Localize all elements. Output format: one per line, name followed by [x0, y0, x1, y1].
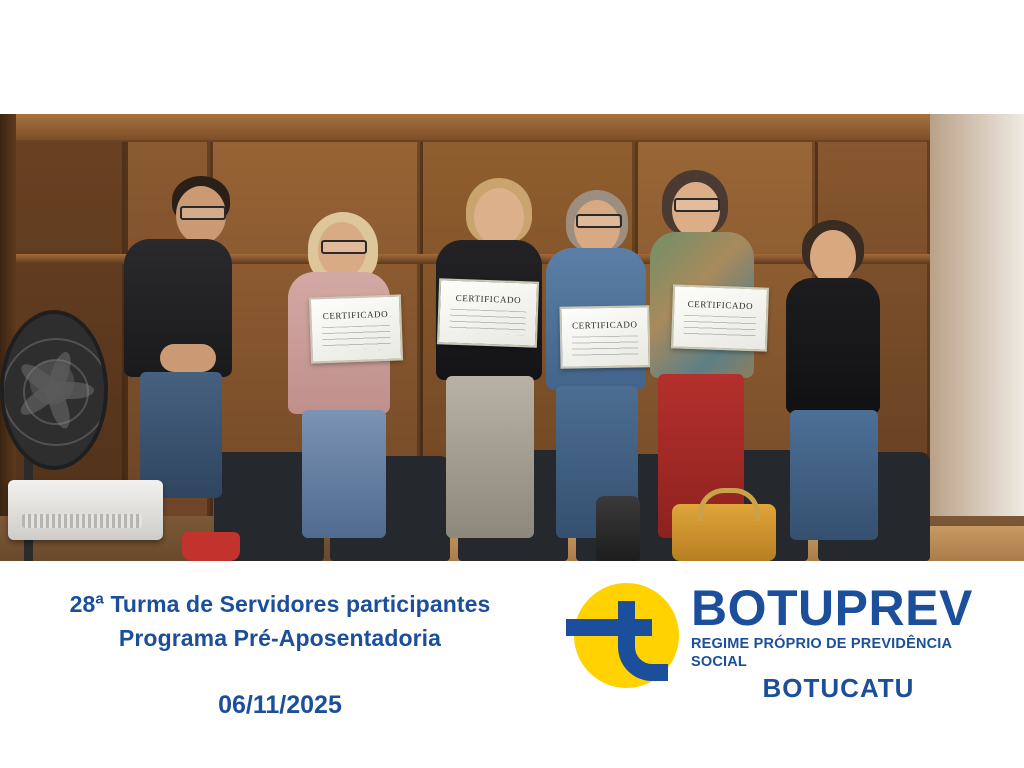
caption-area	[0, 561, 1024, 768]
projector	[8, 480, 163, 540]
group-photo	[0, 114, 1024, 561]
botuprev-logo	[566, 581, 986, 701]
caption-date: 06/11/2025	[218, 691, 342, 719]
certificate: CERTIFICADO	[559, 305, 650, 369]
fan-icon	[0, 310, 108, 470]
logo-name: BOTUPREV	[691, 580, 973, 636]
thermos-bottle	[596, 496, 640, 561]
logo-city: BOTUCATU	[762, 673, 915, 703]
logo-subtitle: REGIME PRÓPRIO DE PREVIDÊNCIA SOCIAL	[691, 636, 952, 670]
caption-title	[0, 587, 560, 655]
logo-text-block	[691, 581, 986, 703]
red-cup	[182, 532, 240, 561]
logo-mark-icon	[566, 583, 679, 696]
handbag	[672, 504, 776, 561]
wall-top-molding	[0, 114, 1024, 142]
wall-light-section	[930, 114, 1024, 561]
caption-line-1: 28ª Turma de Servidores participantes	[69, 591, 491, 617]
certificate: CERTIFICADO	[309, 294, 403, 363]
certificate: CERTIFICADO	[437, 278, 539, 347]
caption-line-2: Programa Pré-Aposentadoria	[118, 625, 442, 651]
certificate: CERTIFICADO	[671, 284, 769, 351]
